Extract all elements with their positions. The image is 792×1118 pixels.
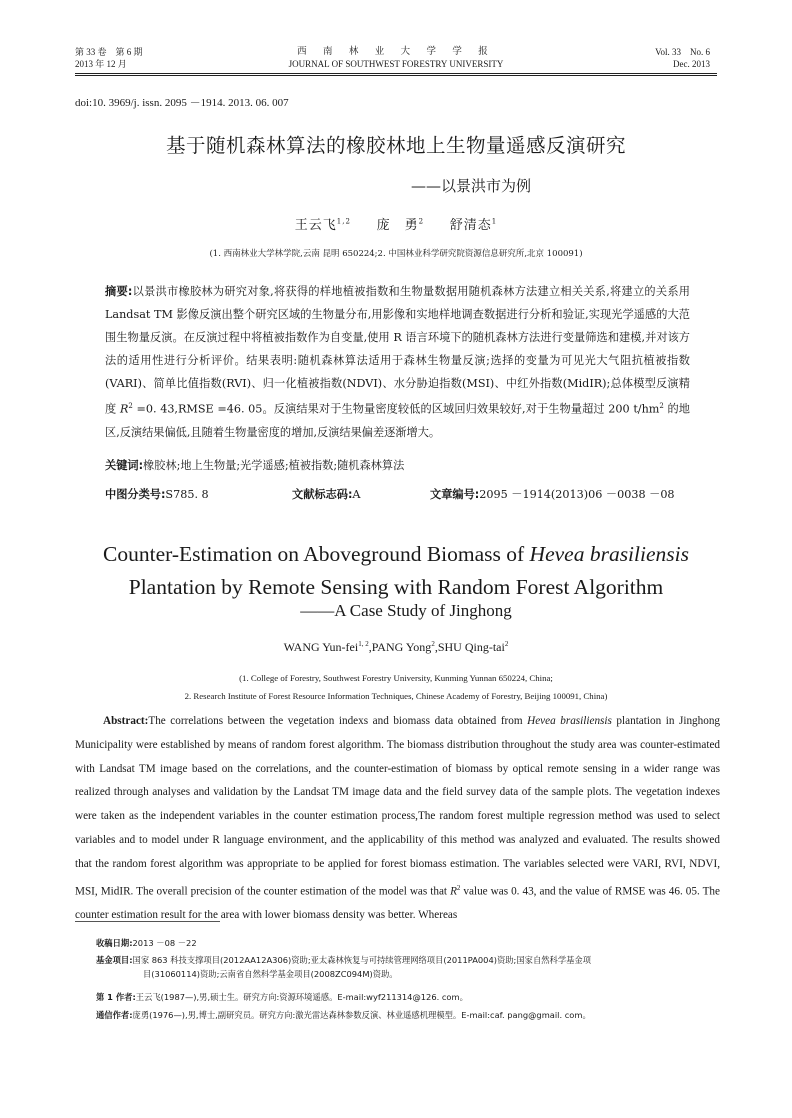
vol-no-text: Vol. 33 No. 6: [655, 47, 710, 57]
footnote-label: 通信作者:: [96, 1010, 133, 1020]
author-affil-sup: 1: [491, 217, 498, 226]
paper-subtitle-en: ——A Case Study of Jinghong: [300, 601, 512, 620]
footnote-rule: [75, 921, 220, 922]
abstract-cn: [105, 280, 690, 444]
article-value: 2095 －1914(2013)06 －0038 －08: [479, 488, 675, 501]
journal-name-en: JOURNAL OF SOUTHWEST FORESTRY UNIVERSITY: [288, 59, 504, 69]
doc-label: 文献标志码:: [292, 488, 353, 501]
author-en: ,SHU Qing-tai: [434, 640, 505, 654]
title-line-2: Plantation by Remote Sensing with Random Forest Algorithm: [128, 575, 664, 599]
author-affil-sup: 2: [431, 640, 435, 648]
footnote-text: 庞勇(1976—),男,博士,副研究员。研究方向:激光雷达森林参数反演、林业遥感机理模型。E-mail:caf. pang@gmail. com。: [132, 1010, 591, 1020]
superscript: 2: [659, 402, 664, 411]
footnote-received: [96, 936, 716, 950]
abstract-text-en: plantation in Jinghong Municipality were established by means of random forest algorithm. The biomass distribution throughout the study area was counter-estimated with Landsat TM image based on the correlations, and the counter-estimation of biomass by optical remote sensing in a wider range was realized through analyses and validation by the Landsat TM image data and the field survey data of the sample plots. The vegetation indexes were taken as the independent variables in the counter estimation process,The random forest multiple regression method was used to select variables and to model under R language environment, and the applicability of this method was analyzed and evaluated. The results showed that the random forest algorithm was appropriate to be applied for forest biomass estimation. The variables selected were VARI, RVI, NDVI, MSI, MidIR. The overall precision of the counter estimation of the model was that: [75, 715, 721, 898]
abstract-paragraph: [75, 710, 720, 928]
author-affil-sup: 2: [504, 640, 509, 648]
issue-date-text: 2013 年 12 月: [75, 59, 127, 69]
clc-label: 中图分类号:: [105, 488, 166, 501]
keywords-label: 关键词:: [105, 459, 144, 472]
abstract-text-en: value was 0. 43, and the value of RMSE was 46. 05. The counter estimation result for the area with lower biomass density was better. Whereas: [75, 885, 720, 922]
paper-subtitle-cn: ——以景洪市为例: [410, 177, 531, 195]
footnote-label: 第 1 作者:: [96, 992, 136, 1002]
affiliation-line: 2. Research Institute of Forest Resource Information Techniques, Chinese Academy of Forestry, Beijing 100091, China): [184, 691, 608, 701]
article-label: 文章编号:: [430, 488, 480, 501]
author-affil-sup: 1,2: [336, 217, 351, 226]
abstract-label-en: Abstract:: [103, 715, 149, 727]
journal-vol-en: [655, 46, 710, 70]
clc-number: [105, 486, 209, 502]
species-name: Hevea brasiliensis: [527, 715, 612, 727]
paper-title-cn: 基于随机森林算法的橡胶林地上生物量遥感反演研究: [165, 134, 626, 157]
r-symbol: R: [450, 885, 457, 898]
footnote-first-author: [96, 990, 716, 1004]
header-rule: [75, 73, 717, 74]
keywords-cn: [105, 457, 404, 473]
affiliation-line: (1. College of Forestry, Southwest Forestry University, Kunming Yunnan 650224, China;: [239, 673, 553, 683]
author-affil-sup: 2: [418, 217, 425, 226]
species-name: Hevea brasiliensis: [529, 542, 689, 566]
abstract-text-cn: =0. 43,RMSE =46. 05。反演结果对于生物量密度较低的区域回归效果较好,对于生物量超过 200 t/hm: [132, 403, 660, 417]
title-line-1: [0, 538, 792, 571]
author-cn: 庞 勇: [376, 218, 419, 233]
footnote-fund: [96, 953, 716, 981]
footnote-text: 国家 863 科技支撑项目(2012AA12A306)资助;亚太森林恢复与可持续管理网络项目(2011PA004)资助;国家自然科学基金项: [132, 955, 592, 965]
abstract-en: [75, 710, 720, 928]
footnote-text: 2013 －08 －22: [132, 938, 197, 948]
paper-title-en: [0, 538, 792, 604]
footnote-text: 目(31060114)资助;云南省自然科学基金项目(2008ZC094M)资助。: [143, 969, 398, 979]
author-en: WANG Yun-fei: [283, 640, 359, 654]
doc-value: A: [352, 488, 361, 501]
superscript: 2: [456, 883, 461, 892]
journal-name-cn: 西 南 林 业 大 学 学 报: [297, 47, 495, 57]
volume-issue-text: 第 33 卷 第 6 期: [75, 47, 143, 57]
author-cn: 王云飞: [294, 218, 337, 233]
abstract-text-cn: 以景洪市橡胶林为研究对象,将获得的样地植被指数和生物量数据用随机森林方法建立相关关系,将建立的关系用 Landsat TM 影像反演出整个研究区域的生物量分布,用影像和实地样地调查数据进行分析和验证,实现光学遥感的大范围生物量反演。在反演过程中将植被指数作为自变量,使用 R 语言环境下的随机森林方法进行变量筛选和建模,并对该方法的适用性进行分析评价。结果表明:随机森林算法适用于森林生物量反演;选择的变量为可见光大气阻抗植被指数(VARI)、简单比值指数(RVI)、归一化植被指数(NDVI)、水分胁迫指数(MSI)、中红外指数(MidIR);总体模型反演精度: [105, 285, 690, 417]
affiliation-en: [0, 669, 792, 705]
date-en-text: Dec. 2013: [673, 59, 710, 69]
doi[interactable]: doi:10. 3969/j. issn. 2095 －1914. 2013. 06. 007: [75, 97, 289, 109]
doc-code: [292, 486, 361, 502]
header-rule-thin: [75, 75, 717, 76]
title-text: Counter-Estimation on Aboveground Biomass of: [103, 542, 530, 566]
abstract-text-en: The correlations between the vegetation indexs and biomass data obtained from: [148, 715, 528, 727]
authors-en: [0, 640, 792, 655]
footnote-label: 收稿日期:: [96, 938, 133, 948]
author-en: ,PANG Yong: [368, 640, 432, 654]
clc-value: S785. 8: [165, 488, 209, 501]
affiliation-cn: (1. 西南林业大学林学院,云南 昆明 650224;2. 中国林业科学研究院资源信息研究所,北京 100091): [209, 249, 583, 259]
author-affil-sup: 1, 2: [358, 640, 369, 648]
superscript: 2: [128, 402, 133, 411]
r-symbol: R: [119, 403, 129, 417]
footnote-text: 王云飞(1987—),男,硕士生。研究方向:资源环境遥感。E-mail:wyf211314@126. com。: [135, 992, 468, 1002]
article-number: [430, 486, 675, 502]
abstract-text-cn: 的地区,反演结果偏低,且随着生物量密度的增加,反演结果偏差逐渐增大。: [105, 403, 690, 440]
authors-cn: [0, 214, 792, 233]
keywords-text: 橡胶林;地上生物量;光学遥感;植被指数;随机森林算法: [143, 459, 405, 472]
footnote-label: 基金项目:: [96, 955, 133, 965]
footnote-corresponding: [96, 1008, 716, 1022]
author-cn: 舒清态: [449, 218, 492, 233]
abstract-label-cn: 摘要:: [105, 285, 133, 298]
